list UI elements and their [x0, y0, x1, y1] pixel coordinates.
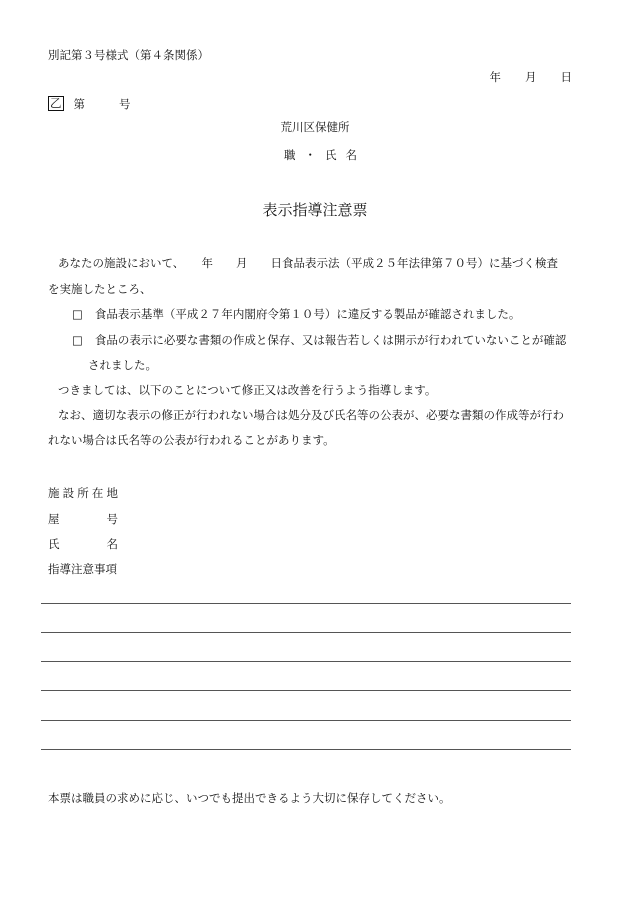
date-day: 日: [560, 70, 572, 84]
writing-line[interactable]: [41, 690, 571, 691]
writing-line[interactable]: [41, 603, 571, 604]
date-line: [490, 70, 573, 84]
field-address-label: 施設所在地: [48, 486, 118, 500]
page-title: 表示指導注意票: [262, 201, 368, 219]
paragraph-notice-continued: れない場合は氏名等の公表が行われることがあります。: [48, 433, 335, 447]
check-item-1: [72, 307, 520, 321]
official-name: 職・氏名: [284, 148, 366, 162]
field-person-name-label: 氏名: [48, 537, 118, 551]
body-line-2: を実施したところ、: [48, 282, 152, 296]
writing-line[interactable]: [41, 720, 571, 721]
check-item-2-continued: されました。: [88, 358, 157, 372]
paragraph-instruction: つきましては、以下のことについて修正又は改善を行うよう指導します。: [58, 383, 437, 397]
writing-line[interactable]: [41, 749, 571, 750]
date-month: 月: [525, 70, 537, 84]
issue-number: [48, 96, 131, 111]
issuing-office: 荒川区保健所: [280, 120, 350, 134]
issue-dai: 第: [73, 96, 85, 111]
checkbox-icon: □: [72, 307, 83, 321]
paragraph-notice: なお、適切な表示の修正が行われない場合は処分及び氏名等の公表が、必要な書類の作成等が行わ: [58, 408, 564, 422]
field-instructions-label: 指導注意事項: [48, 562, 117, 576]
otsu-stamp: 乙: [50, 96, 62, 110]
writing-line[interactable]: [41, 661, 571, 662]
issue-go: 号: [119, 96, 131, 111]
writing-line[interactable]: [41, 632, 571, 633]
footer-note: 本票は職員の求めに応じ、いつでも提出できるよう大切に保存してください。: [48, 791, 451, 805]
form-label: 別記第３号様式（第４条関係）: [48, 48, 209, 62]
body-line-1: あなたの施設において、 年 月 日食品表示法（平成２５年法律第７０号）に基づく検査: [58, 256, 559, 270]
check-item-2-text: 食品の表示に必要な書類の作成と保存、又は報告若しくは開示が行われていないことが確認: [94, 333, 567, 347]
check-item-1-text: 食品表示基準（平成２７年内閣府令第１０号）に違反する製品が確認されました。: [94, 307, 521, 321]
date-year: 年: [489, 70, 501, 84]
field-shop-name-label: 屋号: [48, 512, 118, 526]
checkbox-icon: □: [72, 333, 83, 347]
check-item-2: [72, 333, 566, 347]
